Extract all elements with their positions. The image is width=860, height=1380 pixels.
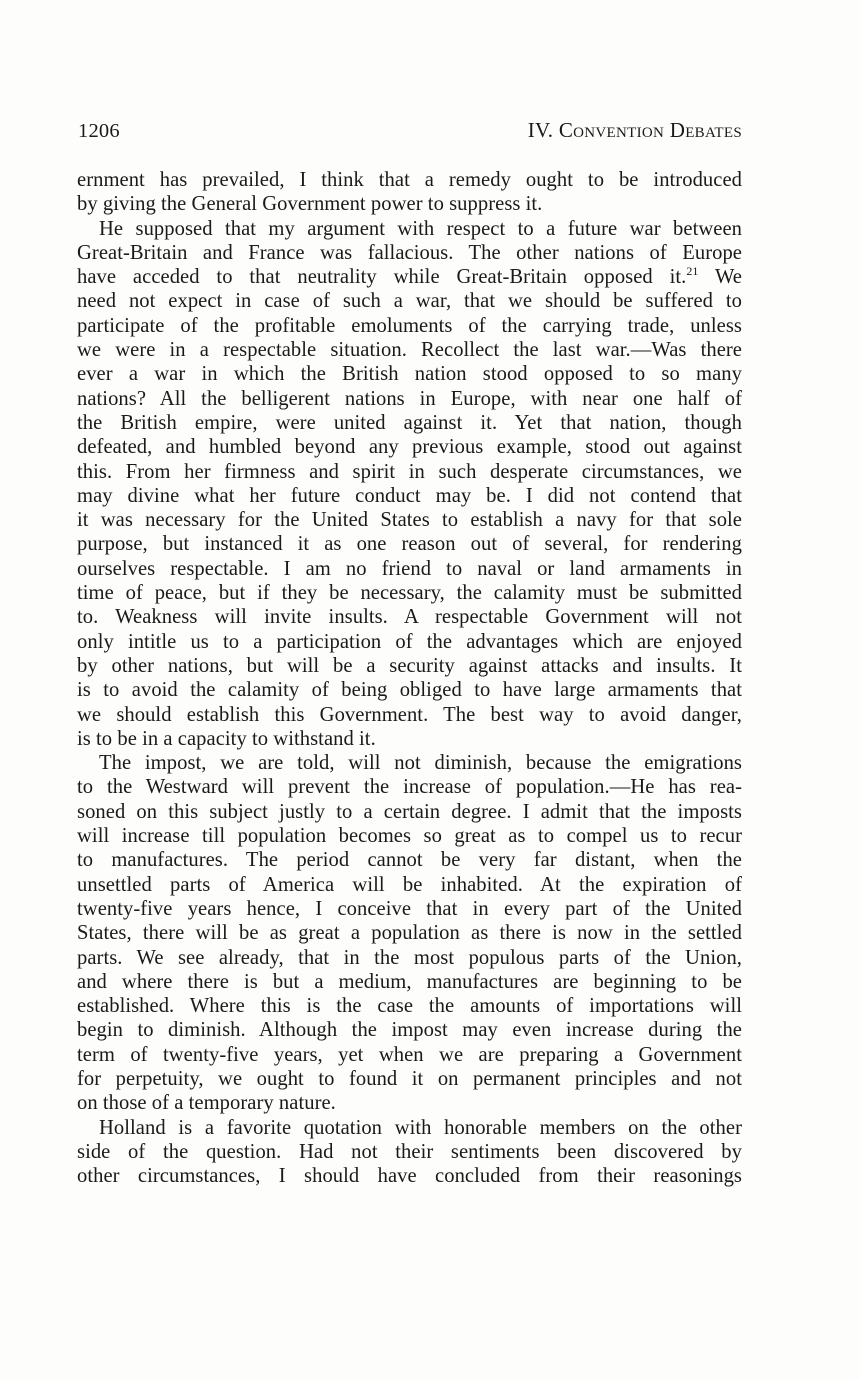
text-line: by other nations, but will be a security against attacks and insults. It [77, 654, 742, 677]
text-line: we should establish this Government. The best way to avoid danger, [77, 703, 742, 726]
text-line: and where there is but a medium, manufactures are beginning to be [77, 970, 742, 993]
text-line: we were in a respectable situation. Recollect the last war.—Was there [77, 339, 742, 362]
running-head [78, 118, 742, 148]
text-line: ever a war in which the British nation stood opposed to so many [77, 363, 742, 386]
text-line: the British empire, were united against it. Yet that nation, though [77, 411, 742, 434]
text-line: need not expect in case of such a war, that we should be suffered to [77, 290, 742, 313]
text-line: by giving the General Government power to suppress it. [77, 193, 543, 216]
text-line: nations? All the belligerent nations in Europe, with near one half of [77, 387, 742, 410]
text-line: is to be in a capacity to withstand it. [77, 727, 376, 750]
text-line: The impost, we are told, will not diminish, because the emigrations [99, 752, 742, 775]
text-line: on those of a temporary nature. [77, 1092, 336, 1115]
text-line: unsettled parts of America will be inhabited. At the expiration of [77, 873, 742, 896]
text-line: time of peace, but if they be necessary, the calamity must be submitted [77, 582, 742, 605]
text-line: participate of the profitable emoluments of the carrying trade, unless [77, 314, 742, 337]
section-title: IV. Convention Debates [527, 118, 742, 142]
text-line: it was necessary for the United States to establish a navy for that sole [77, 509, 742, 532]
text-line: only intitle us to a participation of the advantages which are enjoyed [77, 630, 742, 653]
footnote-reference: 21 [686, 264, 699, 279]
text-line: for perpetuity, we ought to found it on permanent principles and not [77, 1067, 742, 1090]
text-line: soned on this subject justly to a certain degree. I admit that the imposts [77, 800, 742, 823]
text-line: begin to diminish. Although the impost may even increase during the [77, 1019, 742, 1042]
page-number: 1206 [78, 120, 120, 142]
text-line: purpose, but instanced it as one reason out of several, for rendering [77, 533, 742, 556]
text-line-with-footnote [77, 265, 742, 289]
text-line: States, there will be as great a population as there is now in the settled [77, 922, 742, 945]
text-line: established. Where this is the case the amounts of importations will [77, 995, 742, 1018]
text-line: term of twenty-five years, yet when we are preparing a Government [77, 1043, 742, 1066]
text-line: is to avoid the calamity of being obliged to have large armaments that [77, 679, 742, 702]
text-line: this. From her firmness and spirit in such desperate circumstances, we [77, 460, 742, 483]
text-line: He supposed that my argument with respect to a future war between [99, 217, 742, 240]
text-line: side of the question. Had not their sentiments been discovered by [77, 1140, 742, 1163]
text-line: twenty-five years hence, I conceive that in every part of the United [77, 897, 742, 920]
text-line: ernment has prevailed, I think that a remedy ought to be introduced [77, 169, 742, 191]
body-text [77, 168, 742, 1188]
text-fragment: We [698, 266, 742, 289]
text-line: Great-Britain and France was fallacious. The other nations of Europe [77, 241, 742, 264]
text-line: to the Westward will prevent the increase of population.—He has rea- [77, 776, 742, 799]
text-line: will increase till population becomes so great as to compel us to recur [77, 825, 742, 848]
text-line: other circumstances, I should have concluded from their reasonings [77, 1165, 742, 1188]
text-line: to manufactures. The period cannot be very far distant, when the [77, 849, 742, 872]
text-line: ourselves respectable. I am no friend to naval or land armaments in [77, 557, 742, 580]
text-fragment: have acceded to that neutrality while Great-Britain opposed it. [77, 266, 687, 289]
text-line: parts. We see already, that in the most populous parts of the Union, [77, 946, 742, 969]
text-line: Holland is a favorite quotation with honorable members on the other [99, 1116, 742, 1139]
text-line: defeated, and humbled beyond any previous example, stood out against [77, 436, 742, 459]
text-line: may divine what her future conduct may be. I did not contend that [77, 484, 742, 507]
text-line: to. Weakness will invite insults. A respectable Government will not [77, 606, 742, 629]
